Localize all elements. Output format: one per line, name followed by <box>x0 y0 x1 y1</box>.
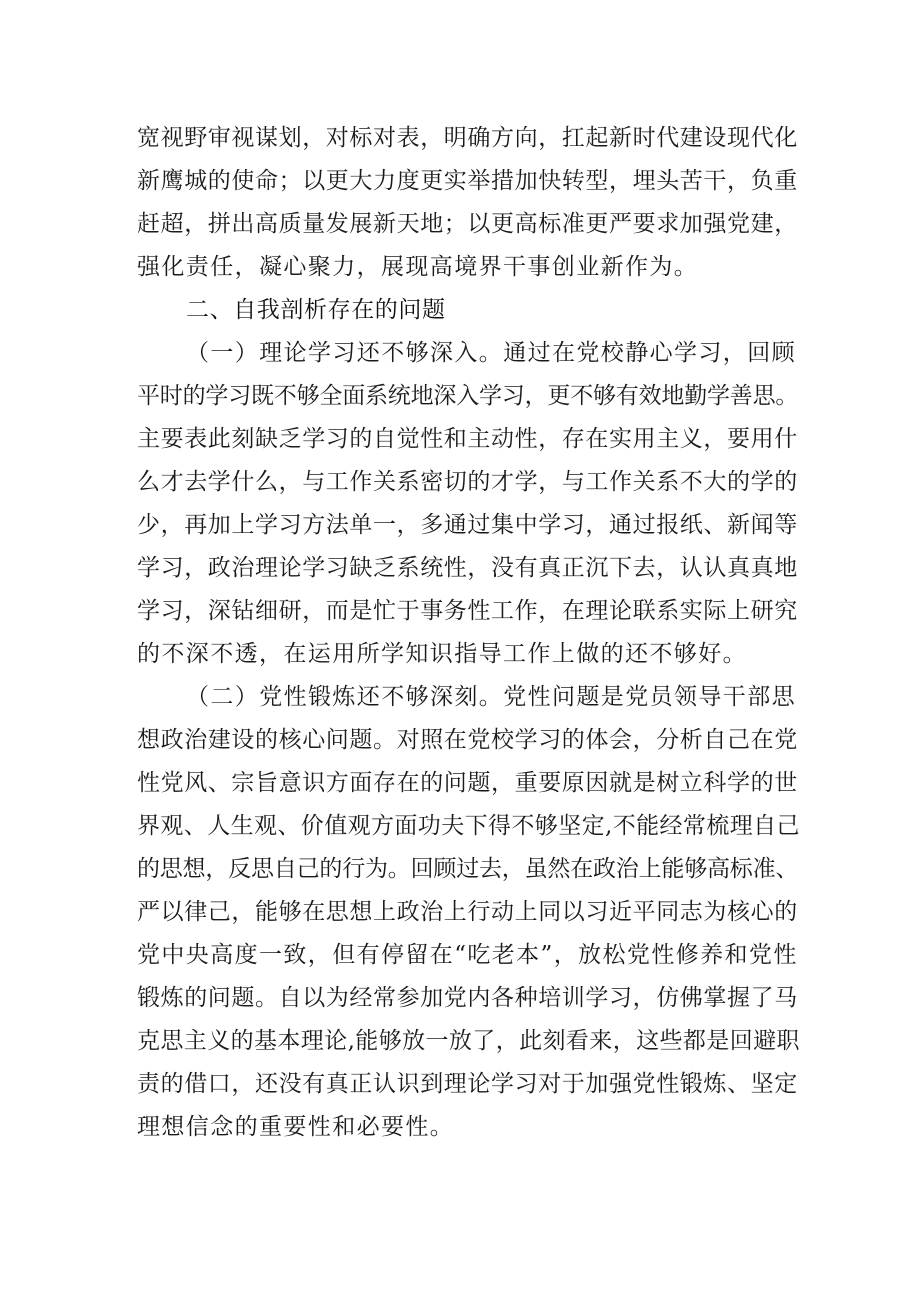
para1-line-7: 学习，深钻细研，而是忙于事务性工作，在理论联系实际上研究 <box>137 598 798 624</box>
para1-line-5: 少，再加上学习方法单一，多通过集中学习，通过报纸、新闻等 <box>137 512 798 538</box>
para2-line-10: 责的借口，还没有真正认识到理论学习对于加强党性锻炼、坚定 <box>137 1071 798 1097</box>
para1-line-1: （一）理论学习还不够深入。通过在党校静心学习，回顾 <box>186 340 796 366</box>
para2-line-4: 界观、人生观、价值观方面功夫下得不够坚定,不能经常梳理自己 <box>137 813 800 839</box>
para2-line-11: 理想信念的重要性和必要性。 <box>137 1114 455 1140</box>
intro-line-3: 赶超，拼出高质量发展新天地；以更高标准更严要求加强党建， <box>137 211 798 237</box>
para2-line-5: 的思想，反思自己的行为。回顾过去，虽然在政治上能够高标准、 <box>137 856 799 882</box>
para2-line-3: 性党风、宗旨意识方面存在的问题，重要原因就是树立科学的世 <box>137 770 798 796</box>
para2-line-1: （二）党性锻炼还不够深刻。党性问题是党员领导干部思 <box>186 684 796 710</box>
intro-line-4: 强化责任，凝心聚力，展现高境界干事创业新作为。 <box>137 254 699 280</box>
para1-line-8: 的不深不透，在运用所学知识指导工作上做的还不够好。 <box>137 641 747 667</box>
para1-line-2: 平时的学习既不够全面系统地深入学习，更不够有效地勤学善思。 <box>137 383 799 409</box>
section-heading: 二、自我剖析存在的问题 <box>186 297 446 323</box>
para2-line-8: 锻炼的问题。自以为经常参加党内各种培训学习，仿佛掌握了马 <box>137 985 798 1011</box>
para2-line-2: 想政治建设的核心问题。对照在党校学习的体会，分析自己在党 <box>137 727 798 753</box>
intro-line-2: 新鹰城的使命；以更大力度更实举措加快转型，埋头苦干，负重 <box>137 168 798 194</box>
para1-line-4: 么才去学什么，与工作关系密切的才学，与工作关系不大的学的 <box>137 469 798 495</box>
para1-line-3: 主要表此刻缺乏学习的自觉性和主动性，存在实用主义，要用什 <box>137 426 798 452</box>
para2-line-9: 克思主义的基本理论,能够放一放了，此刻看来，这些都是回避职 <box>137 1028 800 1054</box>
para2-line-7: 党中央高度一致，但有停留在“吃老本”，放松党性修养和党性 <box>137 942 798 968</box>
para1-line-6: 学习，政治理论学习缺乏系统性，没有真正沉下去，认认真真地 <box>137 555 798 581</box>
para2-line-6: 严以律己，能够在思想上政治上行动上同以习近平同志为核心的 <box>137 899 798 925</box>
intro-line-1: 宽视野审视谋划，对标对表，明确方向，扛起新时代建设现代化 <box>137 125 798 151</box>
